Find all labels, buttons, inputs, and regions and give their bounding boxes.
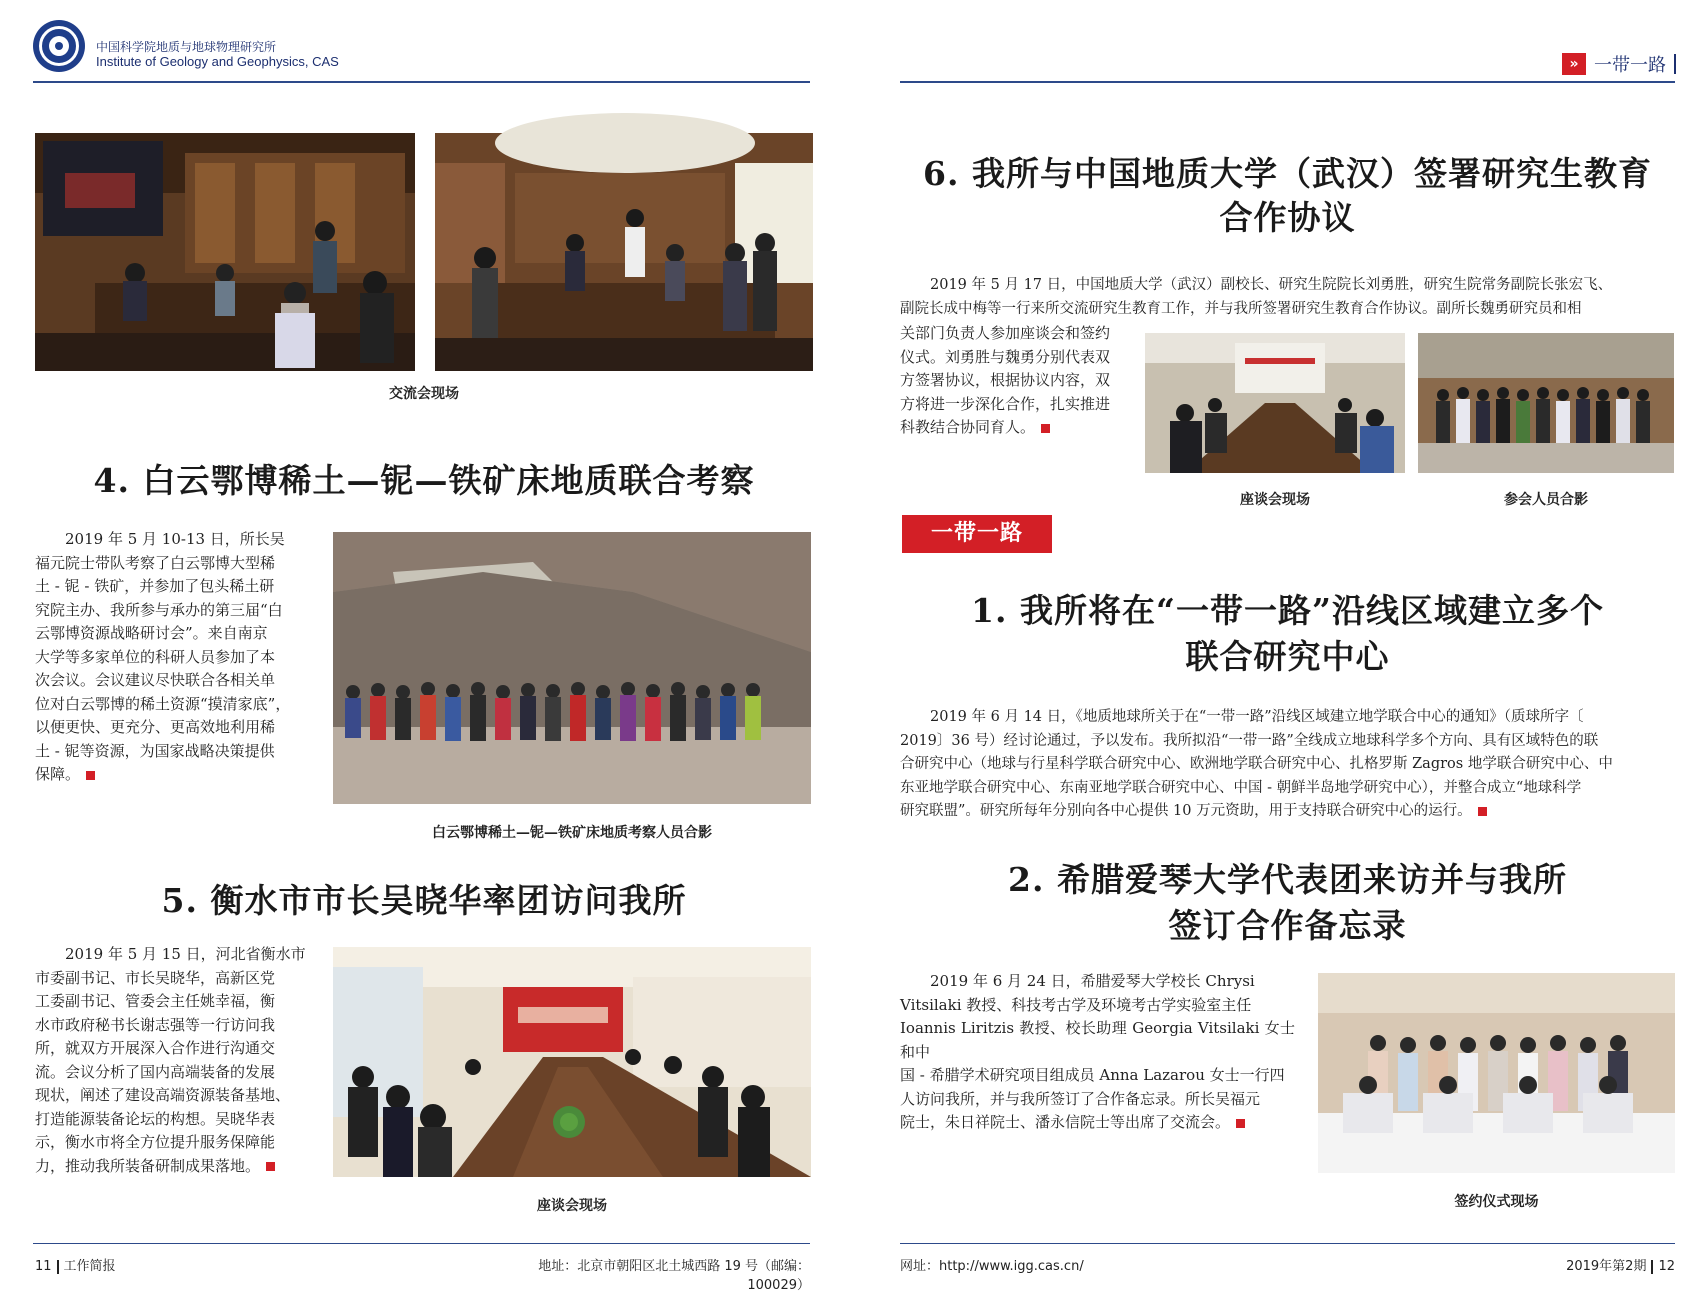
article-5-line: 示，衡水市将全方位提升服务保障能 [35,1133,276,1151]
article-5-line: 流。会议分析了国内高端装备的发展 [35,1062,276,1081]
article-4-line: 土 - 铌 - 铁矿，并参加了包头稀土研 [35,577,275,595]
article-6-line: 方将进一步深化合作，扎实推进 [900,394,1111,413]
belt-and-road-banner: 一带一路 [902,515,1052,553]
article-2-title-line: 2. 希腊爱琴大学代表团来访并与我所 [1008,860,1567,899]
footer-left-page [35,1255,116,1274]
field-trip-caption: 白云鄂博稀土—铌—铁矿床地质考察人员合影 [432,825,712,841]
article-4-line: 大学等多家单位的科研人员参加了本 [35,647,276,666]
article-6-line: 方签署协议，根据协议内容，双 [900,371,1111,389]
article-4-line: 保障。 [35,765,81,783]
hengshui-caption: 座谈会现场 [537,1198,607,1214]
section-tag [1562,53,1676,75]
end-mark-icon [1236,1119,1245,1128]
article-1-line: 2019 年 6 月 14 日，《地质地球所关于在“一带一路”沿线区域建立地学联合中心的通知》（质球所字〔 [930,709,1584,725]
hengshui-meeting-photo [333,947,811,1177]
article-1-line: 2019〕36 号）经讨论通过，予以发布。我所拟沿“一带一路”全线成立地球科学多个方向、具有区域特色的联 [900,732,1599,749]
article-1-title-line: 联合研究中心 [1185,637,1390,676]
article-2-line: 2019 年 6 月 24 日，希腊爱琴大学校长 Chrysi [930,972,1255,990]
article-6-line: 关部门负责人参加座谈会和签约 [900,324,1111,342]
top-photo-caption: 交流会现场 [389,386,459,402]
article-1-line: 东亚地学联合研究中心、东南亚地学联合研究中心、中国 - 朝鲜半岛地学研究中心），并整合成立“地球科学 [900,779,1582,796]
footer-divider [57,1260,59,1274]
article-2-line: Vitsilaki 教授、科技考古学及环境考古学实验室主任 [900,995,1252,1014]
header-rule-left [33,81,810,83]
article-2-line: Ioannis Liritzis 教授、校长助理 Georgia Vitsilaki 女士和中 [900,1019,1295,1061]
article-6-line: 仪式。刘勇胜与魏勇分别代表双 [900,347,1111,366]
article-4-line: 福元院士带队考察了白云鄂博大型稀 [35,553,276,572]
institute-logo [33,20,85,72]
issue-label: 2019年第2期 [1566,1259,1647,1274]
article-4-line: 2019 年 5 月 10-13 日，所长吴 [65,530,285,548]
article-5-line: 2019 年 5 月 15 日，河北省衡水市 [65,945,306,963]
article-5-line: 现状，阐述了建设高端资源装备基地、 [35,1086,291,1104]
signing-meeting-photo [1145,333,1405,473]
end-mark-icon [1041,424,1050,433]
article-4-line: 云鄂博资源战略研讨会”。来自南京 [35,624,268,642]
article-1-body [900,706,1675,824]
double-chevron-icon: » [1562,53,1586,75]
article-5-title: 5. 衡水市市长吴晓华率团访问我所 [161,881,687,920]
article-6-body-full [900,274,1675,321]
article-5-line: 所，就双方开展深入合作进行沟通交 [35,1039,276,1057]
article-6-title-line: 合作协议 [1219,198,1356,237]
header-rule-right [900,81,1675,83]
footer-divider [1651,1260,1653,1274]
article-1-title [900,588,1675,680]
footer-address: 地址：北京市朝阳区北土城西路 19 号（邮编：100029） [538,1259,810,1293]
article-5-line: 打造能源装备论坛的构想。吴晓华表 [35,1109,276,1128]
field-trip-photo [333,532,811,804]
article-4-line: 究院主办、我所参与承办的第三届“白 [35,600,283,619]
section-tag-label: 一带一路 [1594,55,1666,76]
page-number-left: 11 [35,1259,52,1274]
article-6-title-line: 6. 我所与中国地质大学（武汉）签署研究生教育 [923,154,1652,193]
page-number-right: 12 [1658,1259,1675,1274]
article-6-body-narrow [900,322,1140,440]
article-5-line: 市委副书记、市长吴晓华，高新区党 [35,968,276,987]
meeting-photo-2 [435,133,813,371]
article-1-line: 研究联盟”。研究所每年分别向各中心提供 10 万元资助，用于支持联合研究中心的运行。 [900,803,1472,819]
article-2-line: 国 - 希腊学术研究项目组成员 Anna Lazarou 女士一行四 [900,1066,1285,1084]
meeting-photo-1 [35,133,415,371]
institute-name-en: Institute of Geology and Geophysics, CAS [96,54,339,69]
article-2-line: 人访问我所，并与我所签订了合作备忘录。所长吴福元 [900,1089,1261,1108]
institute-name-cn: 中国科学院地质与地球物理研究所 [96,40,277,54]
end-mark-icon [86,771,95,780]
group-photo-caption: 参会人员合影 [1504,492,1588,508]
article-4-line: 次会议。会议建议尽快联合各相关单 [35,671,276,689]
article-5-line: 力，推动我所装备研制成果落地。 [35,1156,261,1175]
article-5-line: 水市政府秘书长谢志强等一行访问我 [35,1015,276,1034]
article-1-line: 合研究中心（地球与行星科学联合研究中心、欧洲地学联合研究中心、扎格罗斯 Zagros 地学联合研究中心、中 [900,756,1613,772]
end-mark-icon [1478,807,1487,816]
article-2-title-line: 签订合作备忘录 [1168,906,1407,945]
footer-rule-left [33,1243,810,1244]
signing-ceremony-caption: 签约仪式现场 [1454,1194,1539,1210]
article-5-line: 工委副书记、管委会主任姚幸福，衡 [35,992,276,1010]
article-4-line: 土 - 铌等资源，为国家战略决策提供 [35,741,275,760]
article-2-line: 院士，朱日祥院士、潘永信院士等出席了交流会。 [900,1113,1231,1131]
article-6-line: 科教结合协同育人。 [900,418,1036,436]
end-mark-icon [266,1162,275,1171]
footer-rule-right [900,1243,1675,1244]
footer-website[interactable]: 网址：http://www.igg.cas.cn/ [900,1259,1084,1274]
footer-right-page [1440,1255,1675,1274]
signing-ceremony-photo [1318,973,1675,1173]
article-6-line: 副院长成中梅等一行来所交流研究生教育工作，并与我所签署研究生教育合作协议。副所长魏勇研究员和相 [900,300,1582,317]
article-1-title-line: 1. 我所将在“一带一路”沿线区域建立多个 [971,591,1604,630]
section-tag-divider [1674,54,1676,74]
signing-meeting-caption: 座谈会现场 [1240,492,1310,508]
article-4-title: 4. 白云鄂博稀土—铌—铁矿床地质联合考察 [93,461,755,500]
article-2-title [900,857,1675,949]
article-4-body [35,528,311,787]
article-6-title [900,152,1675,240]
article-2-body [900,970,1295,1135]
article-5-body [35,943,311,1178]
publication-title: 工作简报 [63,1259,116,1274]
group-photo-1 [1418,333,1674,473]
article-4-line: 以便更快、更充分、更高效地利用稀 [35,718,276,736]
article-6-line: 2019 年 5 月 17 日，中国地质大学（武汉）副校长、研究生院院长刘勇胜，研究生院常务副院长张宏飞、 [930,277,1613,293]
article-4-line: 位对白云鄂博的稀土资源“摸清家底”， [35,694,291,713]
